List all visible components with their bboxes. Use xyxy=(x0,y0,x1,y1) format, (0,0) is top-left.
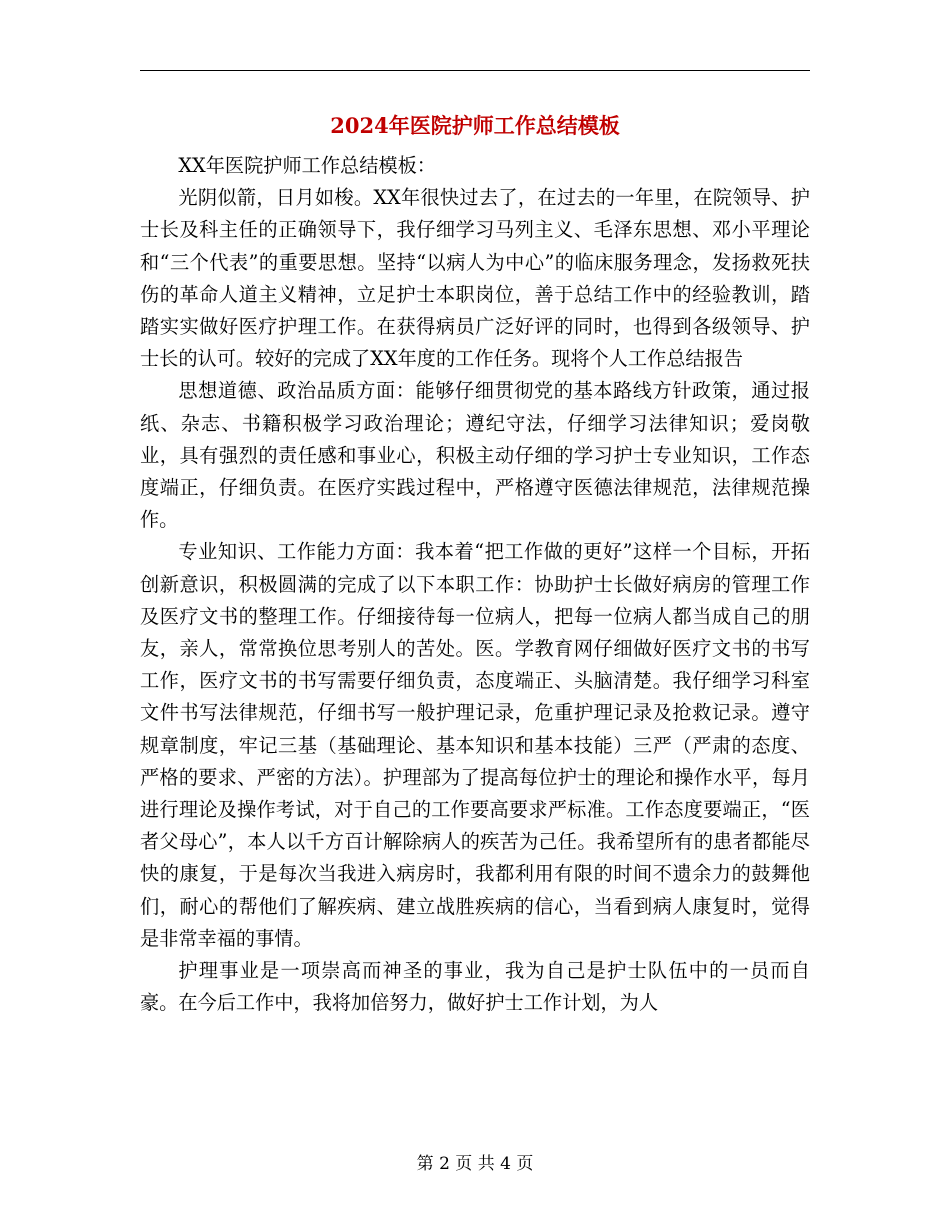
page-number-footer: 第 2 页 共 4 页 xyxy=(416,1154,534,1174)
document-title: 2024年医院护师工作总结模板 xyxy=(330,113,620,138)
paragraph-professional: 专业知识、工作能力方面：我本着“把工作做的更好”这样一个目标，开拓创新意识，积极圆满的完成了以下本职工作：协助护士长做好病房的管理工作及医疗文书的整理工作。仔细接待每一位病人，把每一位病人都当成自己的朋友，亲人，常常换位思考别人的苦处。医。学教育网仔细做好医疗文书的书写工作，医疗文书的书写需要仔细负责，态度端正、头脑清楚。我仔细学习科室文件书写法律规范，仔细书写一般护理记录，危重护理记录及抢救记录。遵守规章制度，牢记三基（基础理论、基本知识和基本技能）三严（严肃的态度、严格的要求、严密的方法）。护理部为了提高每位护士的理论和操作水平，每月进行理论及操作考试，对于自己的工作要高要求严标准。工作态度要端正，“医者父母心”，本人以千方百计解除病人的疾苦为己任。我希望所有的患者都能尽快的康复，于是每次当我进入病房时，我都利用有限的时间不遗余力的鼓舞他们，耐心的帮他们了解疾病、建立战胜疾病的信心，当看到病人康复时，觉得是非常幸福的事情。 xyxy=(140,540,810,950)
header-rule xyxy=(140,70,810,71)
document-body xyxy=(140,150,810,1019)
paragraph-intro: 光阴似箭，日月如梭。XX年很快过去了，在过去的一年里，在院领导、护士长及科主任的正确领导下，我仔细学习马列主义、毛泽东思想、邓小平理论和“三个代表”的重要思想。坚持“以病人为中心”的临床服务理念，发扬救死扶伤的革命人道主义精神，立足护士本职岗位，善于总结工作中的经验教训，踏踏实实做好医疗护理工作。在获得病员广泛好评的同时，也得到各级领导、护士长的认可。较好的完成了XX年度的工作任务。现将个人工作总结报告 xyxy=(140,186,810,371)
paragraph-ideology: 思想道德、政治品质方面：能够仔细贯彻党的基本路线方针政策，通过报纸、杂志、书籍积极学习政治理论；遵纪守法，仔细学习法律知识；爱岗敬业，具有强烈的责任感和事业心，积极主动仔细的学习护士专业知识，工作态度端正，仔细负责。在医疗实践过程中，严格遵守医德法律规范，法律规范操作。 xyxy=(140,379,810,532)
paragraph-career: 护理事业是一项崇高而神圣的事业，我为自己是护士队伍中的一员而自豪。在今后工作中，我将加倍努力，做好护士工作计划，为人 xyxy=(140,959,810,1015)
paragraph-heading: XX年医院护师工作总结模板： xyxy=(178,154,436,177)
